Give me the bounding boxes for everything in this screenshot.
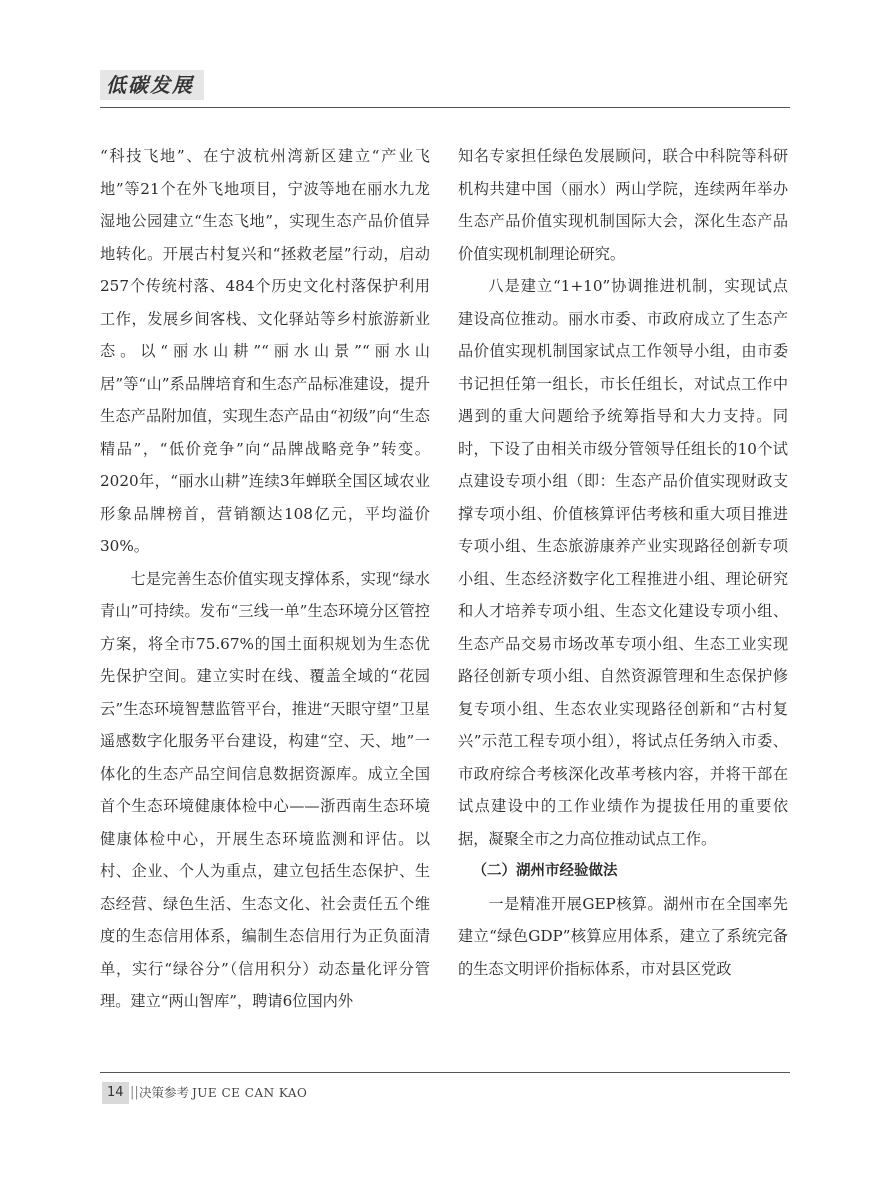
section-subheading: （二）湖州市经验做法 bbox=[472, 863, 618, 879]
journal-name-pinyin: JUE CE CAN KAO bbox=[192, 1086, 308, 1100]
header-divider bbox=[100, 107, 790, 108]
paragraph-continued-right: 知名专家担任绿色发展顾问，联合中科院等科研机构共建中国（丽水）两山学院，连续两年举办生态产品价值实现机制国际大会，深化生态产品价值实现机制理论研究。 bbox=[458, 147, 788, 263]
page-footer bbox=[100, 1072, 790, 1112]
left-column bbox=[100, 140, 430, 1010]
paragraph-point-eight: 八是建立“1+10”协调推进机制，实现试点建设高位推动。丽水市委、市政府成立了生态产品价值实现机制国家试点工作领导小组，由市委书记担任第一组长，市长任组长，对试点工作中遇到的重大问题给予统筹指导和大力支持。同时，下设了由相关市级分管领导任组长的10个试点建设专项小组（即：生态产品价值实现财政支撑专项小组、价值核算评估考核和重大项目推进专项小组、生态旅游康养产业实现路径创新专项小组、生态经济数字化工程推进小组、理论研究和人才培养专项小组、生态文化建设专项小组、生态产品交易市场改革专项小组、生态工业实现路径创新专项小组、自然资源管理和生态保护修复专项小组、生态农业实现路径创新和“古村复兴”示范工程专项小组），将试点任务纳入市委、市政府综合考核深化改革考核内容，并将干部在试点建设中的工作业绩作为提拔任用的重要依据，凝聚全市之力高位推动试点工作。 bbox=[458, 277, 788, 848]
journal-name-chinese: 决策参考 bbox=[139, 1085, 190, 1100]
footer-divider bbox=[100, 1072, 790, 1073]
paragraph-point-seven: 七是完善生态价值实现支撑体系，实现“绿水青山”可持续。发布“三线一单”生态环境分区管控方案，将全市75.67%的国土面积规划为生态优先保护空间。建立实时在线、覆盖全域的“花园云”生态环境智慧监管平台，推进“天眼守望”卫星遥感数字化服务平台建设，构建“空、天、地”一体化的生态产品空间信息数据资源库。成立全国首个生态环境健康体检中心——浙西南生态环境健康体检中心，开展生态环境监测和评估。以村、企业、个人为重点，建立包括生态保护、生态经营、绿色生活、生态文化、社会责任五个维度的生态信用体系，编制生态信用行为正负面清单，实行“绿谷分”（信用积分）动态量化评分管理。建立“两山智库”，聘请6位国内外 bbox=[100, 569, 430, 1010]
footer-separator: || bbox=[130, 1085, 139, 1100]
right-column bbox=[458, 140, 788, 976]
page-number: 14 bbox=[102, 1082, 129, 1104]
paragraph-huzhou-point-one: 一是精准开展GEP核算。湖州市在全国率先建立“绿色GDP”核算应用体系，建立了系统完备的生态文明评价指标体系，市对县区党政 bbox=[458, 894, 788, 978]
page-header bbox=[100, 64, 790, 108]
section-title: 低碳发展 bbox=[100, 70, 204, 100]
paragraph-continued: “科技飞地”、在宁波杭州湾新区建立“产业飞地”等21个在外飞地项目，宁波等地在丽水九龙湿地公园建立“生态飞地”，实现生态产品价值异地转化。开展古村复兴和“拯救老屋”行动，启动257个传统村落、484个历史文化村落保护利用工作，发展乡间客栈、文化驿站等乡村旅游新业态。以“丽水山耕”“丽水山景”“丽水山居”等“山”系品牌培育和生态产品标准建设，提升生态产品附加值，实现生态产品由“初级”向“生态精品”，“低价竞争”向“品牌战略竞争”转变。2020年，“丽水山耕”连续3年蝉联全国区域农业形象品牌榜首，营销额达108亿元，平均溢价30%。 bbox=[100, 147, 430, 555]
article-body bbox=[100, 140, 790, 1010]
